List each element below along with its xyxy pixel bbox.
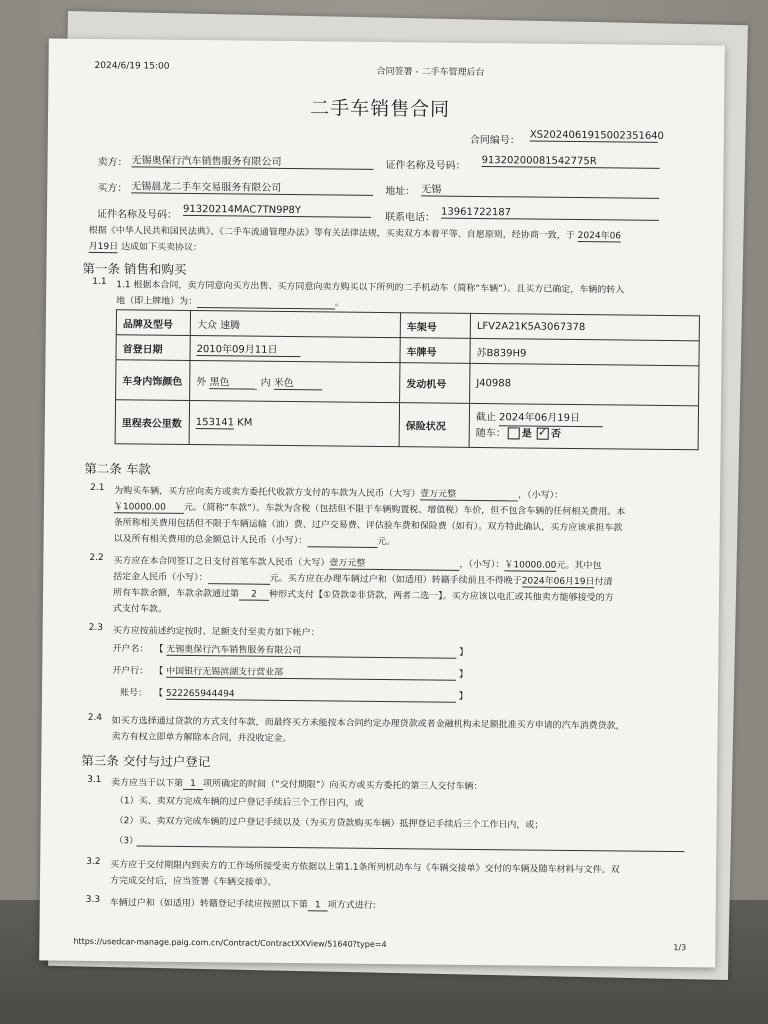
preamble-line1: 根据《中华人民共和国民法典》、《二手车流通管理办法》等有关法律法规，买卖双方本着平等、自愿原则，经协商一致，于 2024年06 (88, 225, 622, 242)
reg-date-cell (190, 335, 400, 362)
mileage-cell: 153141 KM (189, 400, 399, 446)
clause-2-2-line1: 买方应在本合同签订之日支付首笔车款人民币（大写）壹万元整 ，（小写）：￥10000.00元。其中包 (113, 556, 602, 572)
clause-2-3-no: 2.3 (88, 622, 104, 634)
clause-2-2-line4: 式支付车款。 (112, 604, 167, 615)
clause-1-1-text: 1.1 根据本合同，卖方同意向买方出售、买方同意向卖方购买以下所列的二手机动车（简称“车辆”）。且买方已确定，车辆的转入 (116, 280, 625, 296)
mileage-value: 153141 (195, 416, 235, 428)
option-2: （2）买、卖双方完成车辆的过户登记手续以及（为买方贷款购买车辆）抵押登记手续后三个工作日内，或； (114, 816, 544, 831)
option-1: （1）买、卖双方完成车辆的过户登记手续后三个工作日内，或 (114, 796, 364, 809)
print-title: 合同签署 - 二手车管理后台 (376, 66, 485, 79)
bank-name-row: 【 无锡奥保行汽车销售服务有限公司 】 (154, 642, 468, 659)
bank-account-label: 账号： (119, 688, 148, 699)
clause-1-1-text2: 地（即上牌地）为： 。 (116, 296, 345, 309)
clause-3-1-no: 3.1 (87, 774, 102, 786)
insurance-label: 保险状况 (399, 403, 469, 448)
option-3-blank-line (136, 845, 684, 852)
print-date: 2024/6/19 15:00 (94, 60, 170, 72)
engine-label: 发动机号 (400, 363, 470, 404)
buyer-label: 买方： (97, 183, 128, 195)
vin-value: LFV2A21K5A3067378 (470, 313, 699, 340)
checkbox-no-checked (537, 428, 549, 440)
plate-value: 苏B839H9 (470, 338, 699, 365)
article-3-heading: 第三条 交付与过户登记 (81, 752, 211, 770)
address-label: 地址： (385, 186, 416, 198)
buyer-name: 无锡晨龙二手车交易服务有限公司 (131, 177, 373, 196)
insurance-cell: 截止 2024年06月19日 随车： 是 ✓ 否 (469, 403, 698, 449)
article-1-heading: 第一条 销售和购买 (82, 260, 187, 277)
clause-3-2-no: 3.2 (86, 856, 101, 868)
clause-2-1-line3: 条所称相关费用包括但不限于车辆运输（油）费、过户交易费、评估验车费和保险费（如有）。双方特此确认，买方应该承担车款 (113, 518, 623, 534)
bank-account-row: 【 522265944494 】 (153, 688, 468, 702)
seller-id: 91320200081542775R (482, 155, 660, 169)
buyer-id: 91320214MAC7TN9P8Y (183, 204, 371, 218)
model-label: 品牌及型号 (116, 310, 190, 336)
clause-3-3-no: 3.3 (85, 894, 101, 906)
seller-label: 卖方： (97, 157, 128, 169)
article-2-heading: 第二条 车款 (84, 460, 151, 477)
phone-label: 联系电话： (384, 212, 436, 224)
phone: 13961722187 (441, 207, 659, 221)
clause-3-3-text: 车辆过户和（如适用）转籍登记手续应按照以下第 1 项方式进行: (109, 898, 376, 911)
insurance-until: 2024年06月19日 (499, 410, 603, 427)
contract-no-label: 合同编号： (469, 134, 520, 147)
page-number: 1/3 (673, 943, 687, 953)
clause-3-2-line2: 方完成交付后，应当签署《车辆交接单》。 (109, 876, 277, 888)
clause-2-4-line1: 如买方选择通过贷款的方式支付车款，而最终买方未能按本合同约定办理贷款或者金融机构未足额批准买方申请的汽车消费贷款， (111, 716, 625, 732)
clause-2-3-text: 买方应按前述约定按时、足额支付至卖方如下帐户： (112, 626, 320, 639)
mileage-label: 里程表公里数 (115, 400, 189, 445)
clause-2-1-line4: 以及所有相关费用的总金额总计人民币（小写）： 元。 (113, 534, 396, 548)
clause-2-2-line2: 括定金人民币（小写）： 元。买方应在办理车辆过户和（如适用）转籍手续前且不得晚于2024年06月19日付清 (113, 572, 613, 588)
clause-1-1-no: 1.1 (92, 276, 107, 288)
buyer-id-label: 证件名称及号码： (96, 209, 178, 221)
clause-3-2-line1: 买方应于交付期限内到卖方的工作场所接受卖方依据以上第1.1条所列机动车与《车辆交接单》交付的车辆及随车材料与文件。双 (110, 860, 620, 876)
clause-2-2-no: 2.2 (89, 552, 104, 564)
clause-2-1-no: 2.1 (90, 482, 105, 494)
bank-name-label: 开户名： (112, 644, 149, 655)
model-value: 大众 速腾 (190, 310, 400, 337)
clause-2-1-line2: ￥10000.00 元。（简称“车款”）。车款为含税（包括但不限于车辆购置税、增值税）车价，但不包含车辆的任何相关费用。本 (114, 499, 625, 518)
clause-2-4-line2: 卖方有权立即单方解除本合同，并没收定金。 (111, 732, 292, 745)
footer-url: https://usedcar-manage.paig.com.cn/Contract/ContractXXView/51640?type=4 (73, 936, 387, 950)
engine-value: J40988 (470, 363, 699, 405)
seller-name: 无锡奥保行汽车销售服务有限公司 (132, 151, 374, 170)
contract-no: XS2024061915002351640 (529, 129, 665, 142)
clause-3-1-text: 卖方应当于以下第 1 项所确定的时间（“交付期限”）向买方或买方委托的第三人交付车辆： (110, 778, 483, 793)
vehicle-table (115, 309, 700, 450)
seller-id-label: 证件名称及号码： (385, 160, 466, 172)
clause-2-2-line3: 所有车款余额，车款余款通过第 2 种形式支付【①贷款②非贷款，两者二选一】。买方应该以电汇或其他卖方能够接受的方 (112, 588, 614, 604)
bank-branch-row: 【 中国银行无锡滨湖支行营业部 】 (154, 664, 468, 681)
plate-label: 车牌号 (400, 338, 470, 364)
contract-page (39, 38, 725, 967)
clause-2-4-no: 2.4 (87, 712, 103, 724)
color-label: 车身内饰颜色 (116, 360, 190, 401)
reg-date-label: 首登日期 (116, 335, 190, 361)
reg-date-value: 2010年09月11日 (197, 340, 301, 357)
address: 无锡 (421, 180, 659, 198)
vin-label: 车架号 (400, 313, 470, 339)
preamble-line2: 月19日 达成如下买卖协议： (89, 239, 202, 254)
bank-branch-label: 开户行： (112, 666, 149, 677)
checkbox-yes (508, 427, 520, 439)
color-cell: 外 黑色 内 米色 (190, 360, 400, 402)
option-3: （3） (114, 836, 139, 847)
clause-2-1-line1: 为购买车辆，买方应向卖方或卖方委托代收款方支付的车款为人民币（大写）壹万元整 ，（小写）： (114, 486, 564, 501)
contract-title: 二手车销售合同 (310, 97, 451, 121)
